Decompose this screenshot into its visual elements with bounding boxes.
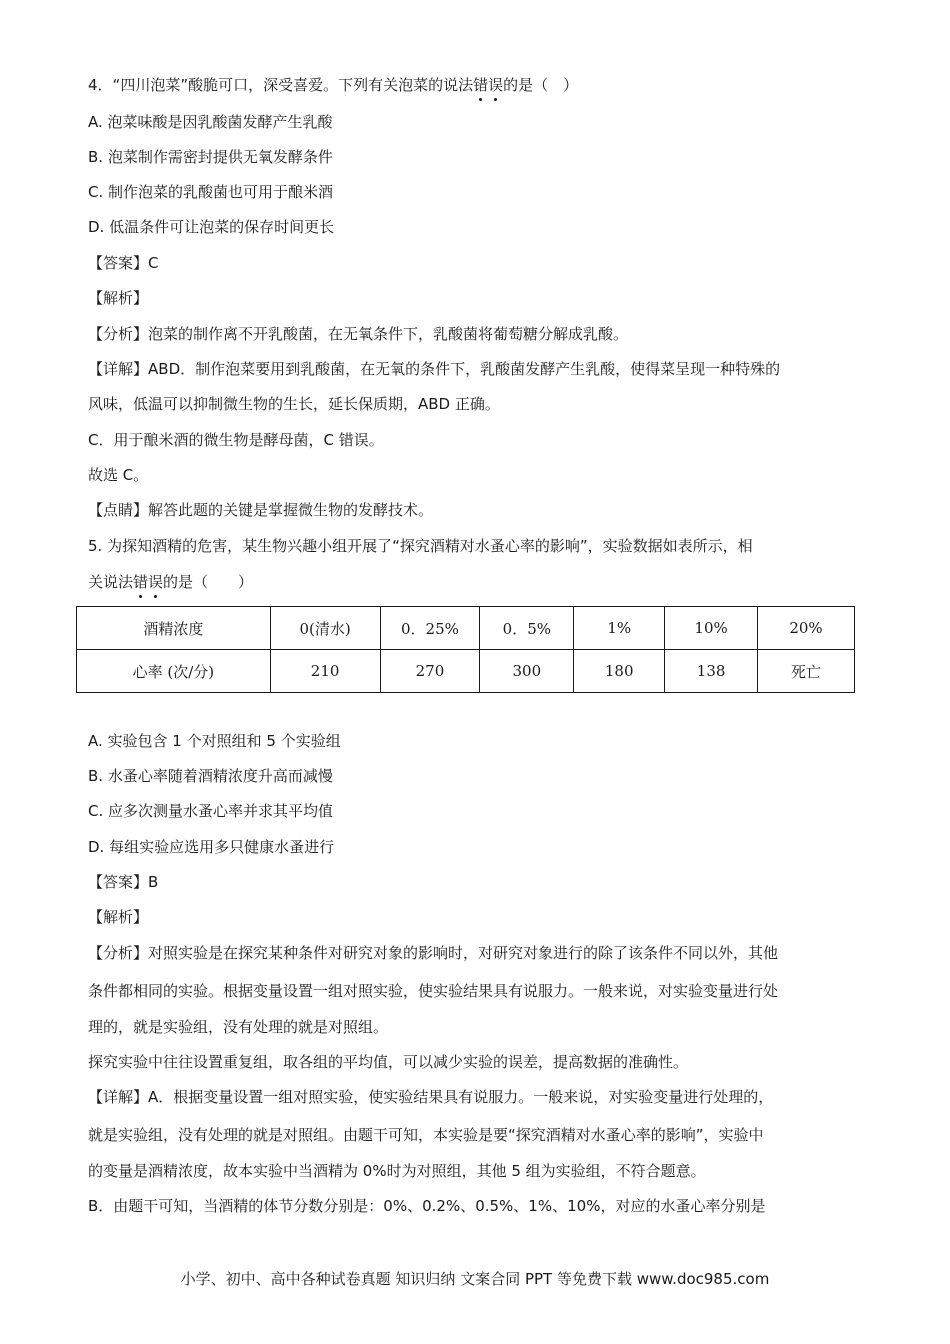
q4-option-a: A. 泡菜味酸是因乳酸菌发酵产生乳酸 (88, 113, 333, 131)
q5-xiangjie-4: B．由题干可知，当酒精的体节分数分别是：0%、0.2%、0.5%、1%、10%，对应的水蚤心率分别是 (88, 1197, 766, 1215)
q4-option-b: B. 泡菜制作需密封提供无氧发酵条件 (88, 148, 333, 166)
q5-xiangjie-2: 就是实验组，没有处理的就是对照组。由题干可知，本实验是要“探究酒精对水蚤心率的影响”，实验中 (88, 1126, 764, 1144)
q4-xiangjie-3: C．用于酿米酒的微生物是酵母菌，C 错误。 (88, 431, 384, 449)
table-cell: 210 (270, 650, 380, 693)
table-cell: 270 (380, 650, 480, 693)
q4-xiangjie: 【详解】ABD．制作泡菜要用到乳酸菌，在无氧的条件下，乳酸菌发酵产生乳酸，使得菜呈现一种特殊的 (88, 360, 781, 378)
table-cell: 死亡 (758, 650, 855, 693)
table-cell: 0(清水) (270, 607, 380, 650)
table-cell: 20% (758, 607, 855, 650)
q5-fenxi: 【分析】对照实验是在探究某种条件对研究对象的影响时，对研究对象进行的除了该条件不同以外，其他 (88, 944, 779, 962)
q5-fenxi-2: 条件都相同的实验。根据变量设置一组对照实验，使实验结果具有说服力。一般来说，对实验变量进行处 (88, 982, 779, 1000)
q5-option-a: A. 实验包含 1 个对照组和 5 个实验组 (88, 732, 341, 750)
q4-xiangjie-2: 风味，低温可以抑制微生物的生长，延长保质期，ABD 正确。 (88, 395, 500, 413)
answer-tag: 【答案】 (88, 873, 149, 891)
q4-answer (88, 252, 159, 274)
q5-stem-1: 5. 为探知酒精的危害，某生物兴趣小组开展了“探究酒精对水蚤心率的影响”，实验数据如表所示，相 (88, 537, 753, 555)
answer-value: C (148, 254, 159, 272)
table-cell: 138 (665, 650, 758, 693)
q5-option-c: C. 应多次测量水蚤心率并求其平均值 (88, 802, 334, 820)
table-cell: 10% (665, 607, 758, 650)
table-row (77, 607, 855, 650)
q4-analysis-tag: 【解析】 (88, 289, 149, 307)
answer-value: B (148, 873, 159, 891)
q5-fenxi-3: 理的，就是实验组，没有处理的就是对照组。 (88, 1018, 389, 1036)
table-header-cell: 心率 (次/分) (77, 650, 271, 693)
q5-stem-2: 关说法错误的是（ ） (88, 573, 254, 591)
emphasis-char: 误 (488, 76, 504, 94)
q4-option-c: C. 制作泡菜的乳酸菌也可用于酿米酒 (88, 183, 334, 201)
table-row (77, 650, 855, 693)
emphasis-char: 错 (133, 573, 149, 591)
q4-dianjing: 【点睛】解答此题的关键是掌握微生物的发酵技术。 (88, 501, 434, 519)
q5-fenxi-4: 探究实验中往往设置重复组，取各组的平均值，可以减少实验的误差，提高数据的准确性。 (88, 1053, 689, 1071)
q5-option-d: D. 每组实验应选用多只健康水蚤进行 (88, 838, 335, 856)
q5-xiangjie: 【详解】A．根据变量设置一组对照实验，使实验结果具有说服力。一般来说，对实验变量进行处理的， (88, 1088, 774, 1106)
data-table (76, 606, 855, 693)
page-footer: 小学、初中、高中各种试卷真题 知识归纳 文案合同 PPT 等免费下载 www.doc985.com (180, 1270, 770, 1288)
q5-analysis-tag: 【解析】 (88, 908, 149, 926)
q5-xiangjie-3: 的变量是酒精浓度，故本实验中当酒精为 0%时为对照组，其他 5 组为实验组，不符合题意。 (88, 1162, 706, 1180)
q4-fenxi: 【分析】泡菜的制作离不开乳酸菌，在无氧条件下，乳酸菌将葡萄糖分解成乳酸。 (88, 325, 629, 343)
table-cell: 0．25% (380, 607, 480, 650)
table-cell: 1% (574, 607, 665, 650)
table-cell: 300 (480, 650, 574, 693)
emphasis-char: 误 (148, 573, 164, 591)
q4-option-d: D. 低温条件可让泡菜的保存时间更长 (88, 218, 335, 236)
q4-choose: 故选 C。 (88, 466, 149, 484)
answer-tag: 【答案】 (88, 254, 149, 272)
q5-answer (88, 871, 158, 893)
table-cell: 0．5% (480, 607, 574, 650)
emphasis-char: 错 (473, 76, 489, 94)
q5-option-b: B. 水蚤心率随着酒精浓度升高而减慢 (88, 767, 333, 785)
table-cell: 180 (574, 650, 665, 693)
q4-stem: 4．“四川泡菜”酸脆可口，深受喜爱。下列有关泡菜的说法错误的是（ ） (88, 76, 579, 94)
table-header-cell: 酒精浓度 (77, 607, 271, 650)
